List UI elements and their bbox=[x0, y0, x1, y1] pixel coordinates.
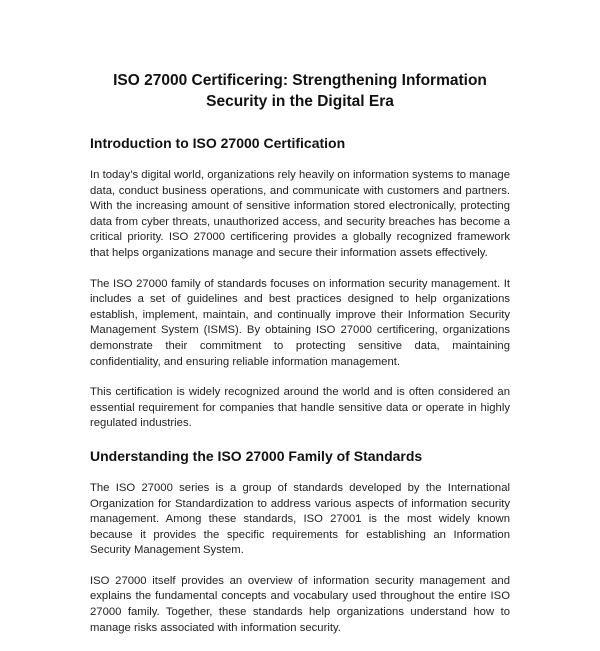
paragraph: The ISO 27000 series is a group of standards developed by the International Organization for Standardization to address various aspects of information security management. Among these standards, ISO 27001 is the most widely known because it provides the specific requirements for establishing an Information Security Management System. bbox=[90, 481, 510, 557]
paragraph: ISO 27000 itself provides an overview of information security management and explains the fundamental concepts and vocabulary used throughout the entire ISO 27000 family. Together, these standards help organizations understand how to manage risks associated with information security. bbox=[90, 574, 510, 634]
section-heading-introduction: Introduction to ISO 27000 Certification bbox=[90, 135, 346, 151]
document-title: ISO 27000 Certificering: Strengthening Information Security in the Digital Era bbox=[113, 72, 487, 110]
document-page bbox=[90, 70, 510, 651]
paragraph: The ISO 27000 family of standards focuses on information security management. It includes a set of guidelines and best practices designed to help organizations establish, implement, maintain, and continually improve their Information Security Management System (ISMS). By obtaining ISO 27000 certificering, organizations demonstrate their commitment to protecting sensitive data, maintaining confidentiality, and ensuring reliable information management. bbox=[90, 277, 510, 368]
paragraph: This certification is widely recognized around the world and is often considered an essential requirement for companies that handle sensitive data or operate in highly regulated industries. bbox=[90, 386, 510, 430]
section-heading-family-of-standards: Understanding the ISO 27000 Family of Standards bbox=[90, 447, 423, 464]
paragraph: In today’s digital world, organizations rely heavily on information systems to manage data, conduct business operations, and communicate with customers and partners. With the increasing amount of sensitive information stored electronically, protecting data from cyber threats, unauthorized access, and security breaches has become a critical priority. ISO 27000 certificering provides a globally recognized framework that helps organizations manage and secure their information assets effectively. bbox=[90, 169, 510, 259]
